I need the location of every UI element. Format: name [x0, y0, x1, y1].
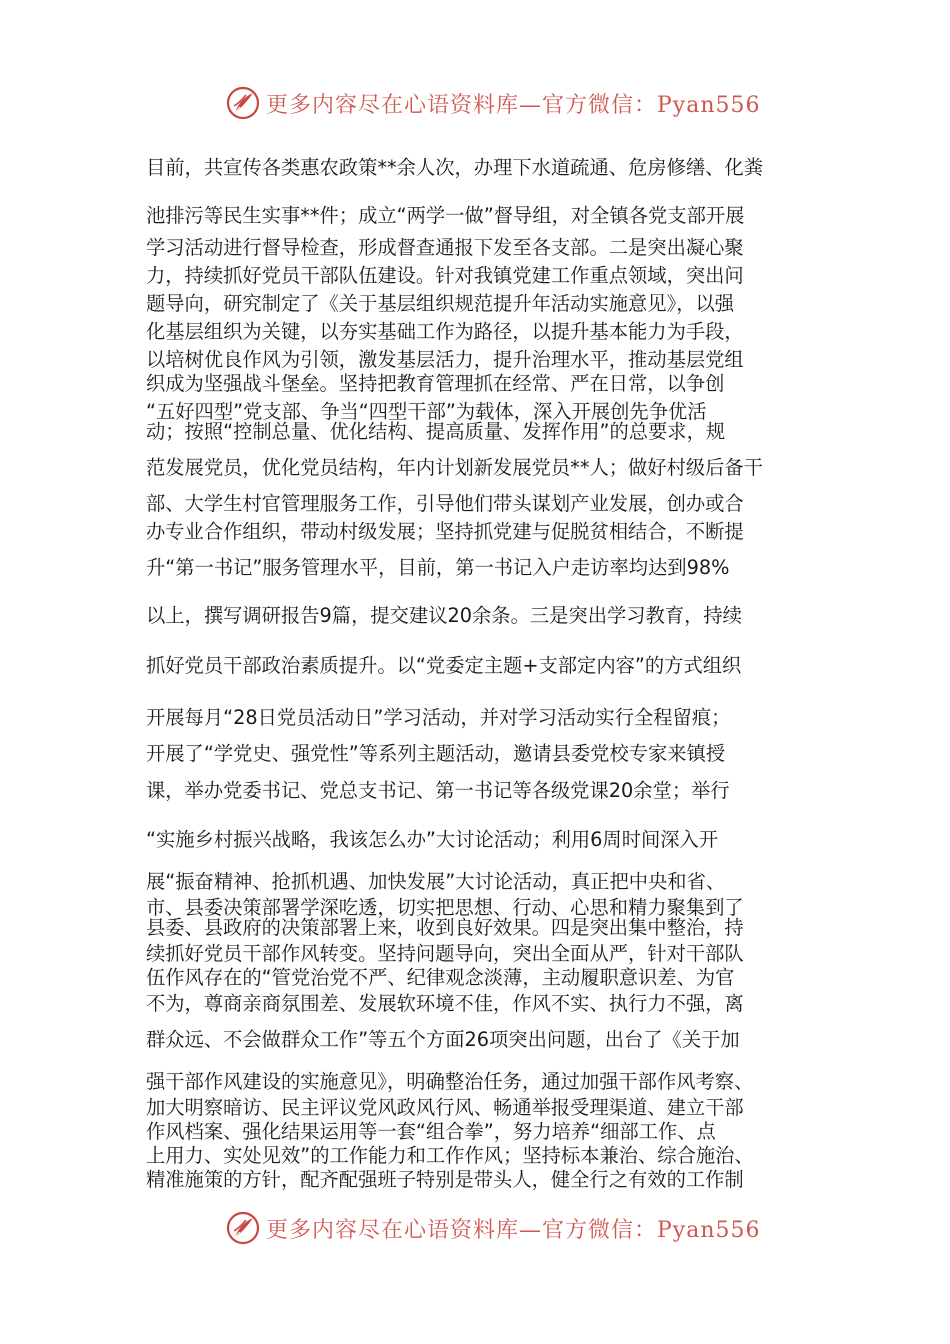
text-line: 强干部作风建设的实施意见》，明确整治任务，通过加强干部作风考察、: [146, 1070, 754, 1093]
footer-banner-text: 更多内容尽在心语资料库—官方微信：Pyan556: [266, 1217, 761, 1243]
text-line: 伍作风存在的“管党治党不严、纪律观念淡薄，主动履职意识差、为官: [146, 966, 735, 989]
text-line: 作风档案、强化结果运用等一套“组合拳”，努力培养“细部工作、点: [146, 1120, 716, 1143]
text-line: 市、县委决策部署学深吃透，切实把思想、行动、心思和精力聚集到了: [146, 896, 744, 919]
text-line: 学习活动进行督导检查，形成督查通报下发至各支部。二是突出凝心聚: [146, 236, 744, 259]
header-banner: [226, 85, 761, 121]
header-banner-text: 更多内容尽在心语资料库—官方微信：Pyan556: [266, 92, 761, 118]
pen-leaf-logo-icon: [226, 1211, 260, 1245]
text-line: 动；按照“控制总量、优化结构、提高质量、发挥作用”的总要求，规: [146, 420, 726, 443]
text-line: 开展了“学党史、强党性”等系列主题活动，邀请县委党校专家来镇授: [146, 742, 726, 765]
text-line: 目前，共宣传各类惠农政策**余人次，办理下水道疏通、危房修缮、化粪: [146, 156, 763, 179]
text-line: 课，举办党委书记、党总支书记、第一书记等各级党课20余堂；举行: [146, 779, 730, 802]
text-line: 力，持续抓好党员干部队伍建设。针对我镇党建工作重点领域，突出问: [146, 264, 744, 287]
text-line: 范发展党员，优化党员结构，年内计划新发展党员**人；做好村级后备干: [146, 456, 763, 479]
text-line: 开展每月“28日党员活动日”学习活动，并对学习活动实行全程留痕；: [146, 706, 731, 729]
pen-leaf-logo-icon: [226, 86, 260, 120]
text-line: 群众远、不会做群众工作”等五个方面26项突出问题，出台了《关于加: [146, 1028, 740, 1051]
text-line: 展“振奋精神、抢抓机遇、加快发展”大讨论活动，真正把中央和省、: [146, 870, 726, 893]
footer-banner: [226, 1210, 761, 1246]
text-line: 续抓好党员干部作风转变。坚持问题导向，突出全面从严，针对干部队: [146, 942, 744, 965]
text-line: 化基层组织为关键，以夯实基础工作为路径，以提升基本能力为手段，: [146, 320, 744, 343]
text-line: 精准施策的方针，配齐配强班子特别是带头人，健全行之有效的工作制: [146, 1168, 744, 1191]
text-line: 部、大学生村官管理服务工作，引导他们带头谋划产业发展，创办或合: [146, 492, 744, 515]
text-line: 升“第一书记”服务管理水平，目前，第一书记入户走访率均达到98%: [146, 556, 730, 579]
text-line: 上用力、实处见效”的工作能力和工作作风；坚持标本兼治、综合施治、: [146, 1144, 754, 1167]
text-line: 不为，尊商亲商氛围差、发展软环境不佳，作风不实、执行力不强，离: [146, 992, 744, 1015]
text-line: 办专业合作组织，带动村级发展；坚持抓党建与促脱贫相结合，不断提: [146, 520, 744, 543]
text-line: 抓好党员干部政治素质提升。以“党委定主题+支部定内容”的方式组织: [146, 654, 742, 677]
text-line: 以培树优良作风为引领，激发基层活力，提升治理水平，推动基层党组: [146, 348, 744, 371]
text-line: “实施乡村振兴战略，我该怎么办”大讨论活动；利用6周时间深入开: [146, 828, 719, 851]
text-line: 加大明察暗访、民主评议党风政风行风、畅通举报受理渠道、建立干部: [146, 1096, 744, 1119]
text-line: 池排污等民生实事**件；成立“两学一做”督导组，对全镇各党支部开展: [146, 204, 745, 227]
text-line: “五好四型”党支部、争当“四型干部”为载体，深入开展创先争优活: [146, 400, 707, 423]
text-line: 县委、县政府的决策部署上来，收到良好效果。四是突出集中整治，持: [146, 916, 744, 939]
text-line: 以上，撰写调研报告9篇，提交建议20余条。三是突出学习教育，持续: [146, 604, 742, 627]
text-line: 题导向，研究制定了《关于基层组织规范提升年活动实施意见》，以强: [146, 292, 735, 315]
text-line: 织成为坚强战斗堡垒。坚持把教育管理抓在经常、严在日常，以争创: [146, 372, 725, 395]
